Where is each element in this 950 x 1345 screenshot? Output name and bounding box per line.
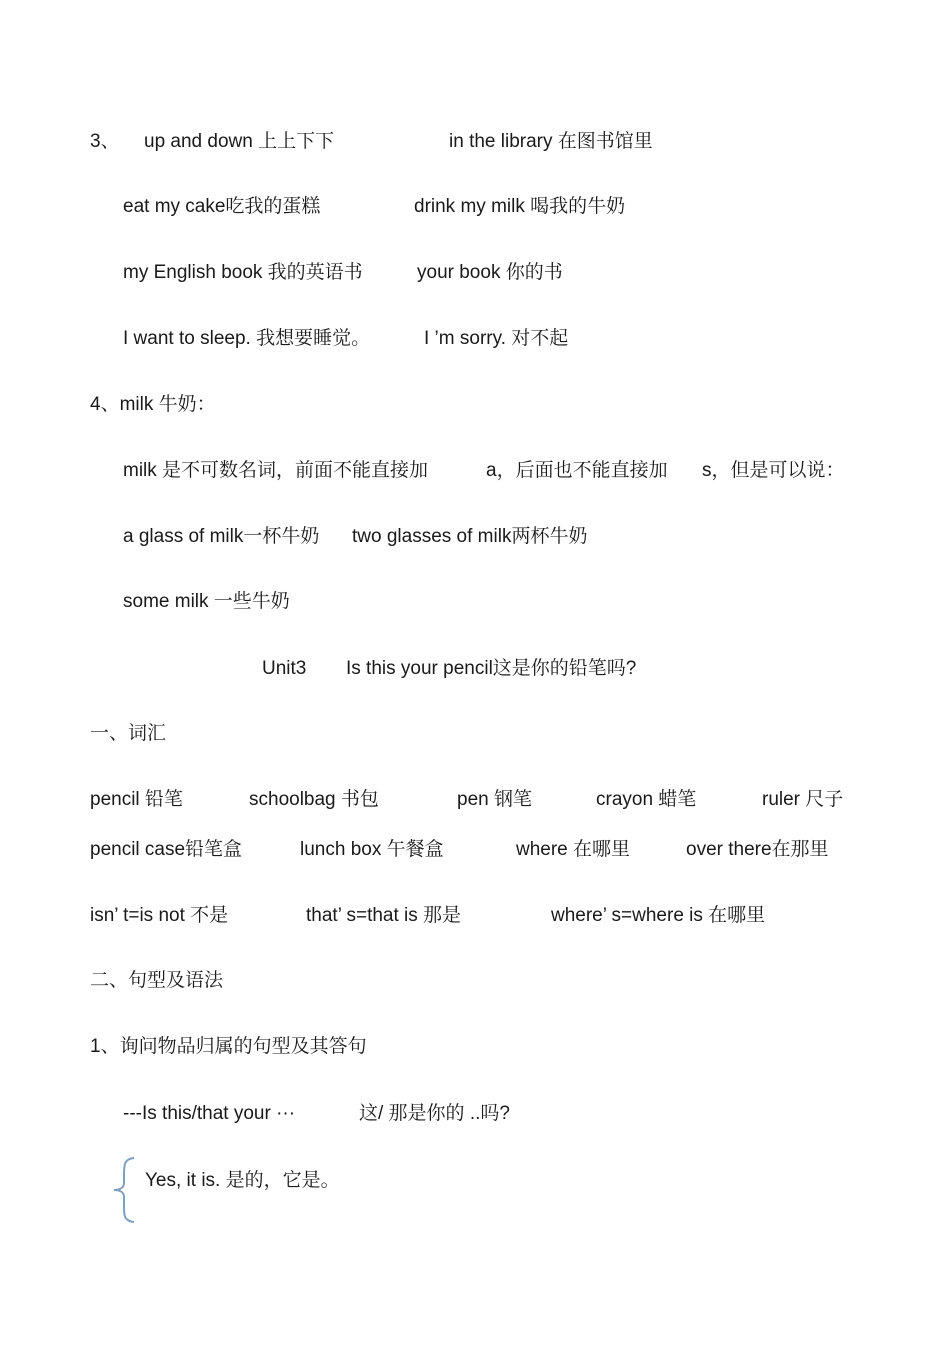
vocab-item: isn’ t=is not 不是	[90, 905, 229, 926]
vocab-item: where 在哪里	[516, 839, 631, 860]
phrase-up-and-down: up and down 上上下下	[144, 131, 335, 152]
unit-title: Is this your pencil这是你的铅笔吗?	[346, 658, 637, 679]
phrase-some-milk: some milk 一些牛奶	[123, 591, 290, 612]
vocab-item: schoolbag 书包	[249, 789, 379, 810]
list-number-3: 3、	[90, 131, 120, 152]
grammar-heading: 二、句型及语法	[90, 970, 224, 991]
vocab-item: lunch box 午餐盒	[300, 839, 444, 860]
phrase-my-english-book: my English book 我的英语书	[123, 262, 363, 283]
phrase-drink-my-milk: drink my milk 喝我的牛奶	[414, 196, 626, 217]
vocab-item: pen 钢笔	[457, 789, 532, 810]
sentence-want-to-sleep: I want to sleep. 我想要睡觉。	[123, 328, 371, 349]
vocab-item: pencil 铅笔	[90, 789, 183, 810]
vocab-item: over there在那里	[686, 839, 829, 860]
phrase-your-book: your book 你的书	[417, 262, 563, 283]
milk-note-part2: a，后面也不能直接加	[486, 460, 668, 481]
vocab-item: ruler 尺子	[762, 789, 844, 810]
vocab-item: pencil case铅笔盒	[90, 839, 243, 860]
answer-yes: Yes, it is. 是的，它是。	[145, 1170, 340, 1191]
phrase-two-glasses-of-milk: two glasses of milk两杯牛奶	[352, 526, 588, 547]
question-translation: 这/ 那是你的 ..吗?	[359, 1103, 510, 1124]
section-4-heading: 4、milk 牛奶：	[90, 394, 216, 415]
phrase-a-glass-of-milk: a glass of milk一杯牛奶	[123, 526, 320, 547]
vocab-item: that’ s=that is 那是	[306, 905, 462, 926]
vocab-item: crayon 蜡笔	[596, 789, 697, 810]
milk-note-part1: milk 是不可数名词，前面不能直接加	[123, 460, 429, 481]
phrase-eat-my-cake: eat my cake吃我的蛋糕	[123, 196, 321, 217]
milk-note-part3: s，但是可以说：	[702, 460, 845, 481]
phrase-in-the-library: in the library 在图书馆里	[449, 131, 653, 152]
unit-label: Unit3	[262, 658, 307, 679]
curly-brace-icon	[110, 1155, 140, 1225]
vocab-heading: 一、词汇	[90, 723, 167, 744]
grammar-item-1: 1、询问物品归属的句型及其答句	[90, 1036, 367, 1057]
sentence-im-sorry: I ’m sorry. 对不起	[424, 328, 569, 349]
question-pattern: ---Is this/that your ···	[123, 1103, 296, 1124]
vocab-item: where’ s=where is 在哪里	[551, 905, 766, 926]
